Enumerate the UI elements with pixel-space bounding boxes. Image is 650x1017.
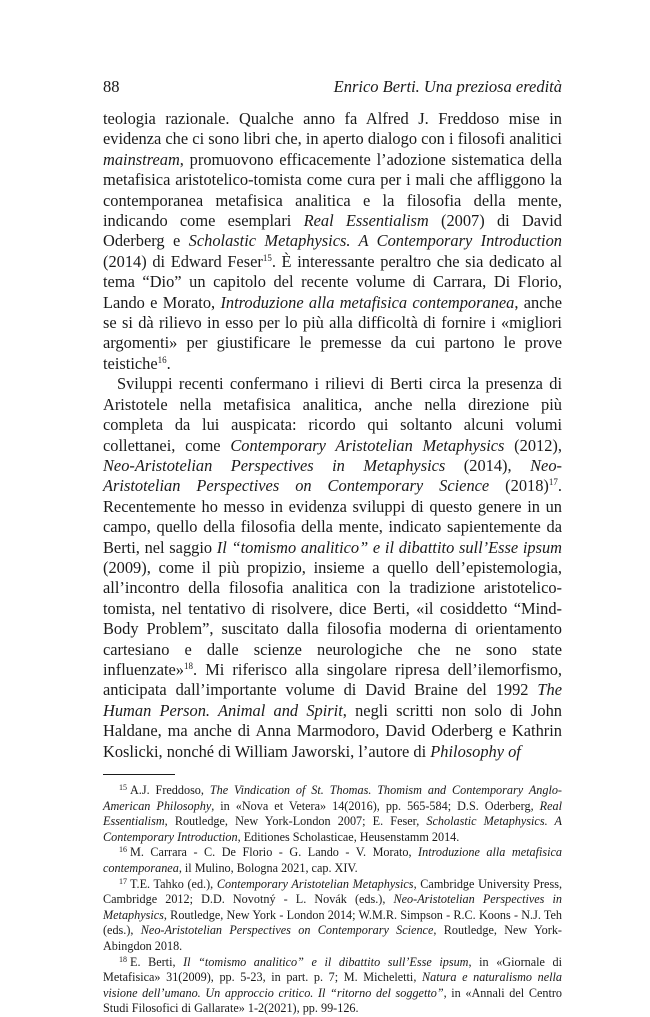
text-run: M. Carrara - C. De Florio - G. Lando - V. Morato, bbox=[130, 845, 419, 860]
footnote-ref[interactable]: 18 bbox=[184, 660, 194, 671]
text-run: E. Berti, bbox=[130, 954, 184, 969]
text-run: (2018) bbox=[489, 476, 549, 496]
text-run: , Routledge, New York-Abingdon 2018. bbox=[103, 923, 562, 953]
text-run: (2014) di Edward Feser bbox=[103, 251, 263, 271]
text-run: , Cambridge University Press, Cambridge 2012; D.D. Novotný - L. Novák (eds.), bbox=[103, 876, 563, 907]
footnote-ref[interactable]: 16 bbox=[157, 354, 167, 365]
book-title: Scholastic Metaphysics. A Contemporary Introduction bbox=[103, 814, 562, 844]
book-title: Neo-Aristotelian Perspectives on Contemporary Science bbox=[140, 923, 434, 938]
footnote-number: 18 bbox=[119, 954, 127, 964]
text-run: T.E. Tahko (ed.), bbox=[130, 876, 217, 891]
book-title: Neo-Aristotelian Perspectives in Metaphysics bbox=[103, 455, 446, 475]
book-title: Contemporary Aristotelian Metaphysics bbox=[230, 435, 505, 455]
book-title: Neo-Aristotelian Perspectives on Contemporary Science bbox=[103, 455, 562, 496]
text-run: (2014), bbox=[445, 455, 531, 475]
text-run: (2012), bbox=[504, 435, 562, 455]
text-run: , in «Nova et Vetera» 14(2016), pp. 565-584; D.S. Oderberg, bbox=[211, 798, 540, 813]
footnote-ref[interactable]: 17 bbox=[548, 477, 558, 488]
text-run: , in «Giornale di Metafisica» 31(2009), pp. 5-23, in part. p. 7; M. Micheletti, bbox=[103, 954, 562, 985]
book-title: Introduzione alla metafisica contemporanea bbox=[103, 845, 562, 875]
text-run: teologia razionale. Qualche anno fa Alfred J. Freddoso mise in evidenza che ci sono libri che, in aperto dialogo con i filosofi analitici bbox=[103, 109, 562, 149]
footnote-16 bbox=[103, 845, 562, 876]
running-header bbox=[103, 76, 562, 98]
text-run: , negli scritti non solo di John Haldane, ma anche di Anna Marmodoro, David Oderberg e Kathrin Koslicki, nonché di William Jaworski, l’autore di bbox=[103, 700, 562, 761]
text-run: . Recentemente ho messo in evidenza sviluppi di questo genere in un campo, quello della filosofia della mente, indicato sapientemente da Berti, nel saggio bbox=[103, 476, 562, 557]
footnote-ref[interactable]: 15 bbox=[262, 252, 272, 263]
footnotes bbox=[103, 783, 562, 1017]
book-title: Contemporary Aristotelian Metaphysics bbox=[216, 876, 414, 891]
footnote-number: 16 bbox=[119, 845, 127, 855]
text-run: , Routledge, New York - London 2014; W.M.R. Simpson - R.C. Koons - N.J. Teh (eds.), bbox=[103, 907, 562, 938]
text-run: , promuovono efficacemente l’adozione sistematica della metafisica aristotelico-tomista come cura per i mali che affliggono la contemporanea metafisica analitica e la filosofia della mente, indicando come esemplari bbox=[103, 149, 562, 231]
text-run: . Mi riferisco alla singolare ripresa dell’ilemorfismo, anticipata dall’importante volume di David Braine del 1992 bbox=[103, 659, 562, 700]
book-page bbox=[103, 76, 562, 1017]
book-title: Real Essentialism bbox=[303, 211, 429, 231]
text-run: . È interessante peraltro che sia dedicato al tema “Dio” un capitolo del recente volume di Carrara, Di Florio, Lando e Morato, bbox=[103, 251, 562, 312]
text-run: (2007) di David Oderberg e bbox=[103, 211, 563, 251]
book-title: The Vindication of St. Thomas. Thomism and Contemporary Anglo-American Philosophy bbox=[103, 783, 562, 813]
book-title: Natura e naturalismo nella visione dell’umano. Un approccio critico. Il “ritorno del soggetto” bbox=[103, 970, 562, 1000]
text-run: , Editiones Scholasticae, Heusenstamm 2014. bbox=[237, 829, 460, 844]
essay-title: Il “tomismo analitico” e il dibattito sull’Esse ipsum bbox=[183, 954, 469, 969]
footnote-number: 15 bbox=[119, 783, 127, 792]
footnote-17 bbox=[103, 877, 562, 955]
footnote-separator bbox=[103, 774, 175, 775]
book-title: Scholastic Metaphysics. A Contemporary Introduction bbox=[188, 231, 562, 251]
footnote-15 bbox=[103, 783, 562, 845]
footnote-18 bbox=[103, 955, 562, 1017]
book-title: Neo-Aristotelian Perspectives in Metaphysics bbox=[103, 892, 562, 922]
paragraph bbox=[103, 109, 562, 374]
text-run: , in «Annali del Centro Studi Filosofici di Gallarate» 1-2(2021), pp. 99-126. bbox=[103, 985, 562, 1016]
running-title: Enrico Berti. Una preziosa eredità bbox=[333, 77, 562, 96]
text-run: . bbox=[166, 353, 171, 373]
text-run: , anche se si dà rilievo in esso per lo più alla difficoltà di fornire i «migliori argomenti» per giustificare le premesse da cui partono le prove teistiche bbox=[103, 292, 562, 373]
footnote-number: 17 bbox=[119, 876, 127, 886]
text-run: Sviluppi recenti confermano i rilievi di Berti circa la presenza di Aristotele nella metafisica analitica, anche nella direzione più completa da lui auspicata: ricordo qui soltanto alcuni volumi collettanei, come bbox=[103, 374, 562, 455]
book-title: Philosophy of bbox=[430, 741, 521, 761]
text-run: , Routledge, New York-London 2007; E. Feser, bbox=[164, 814, 427, 829]
paragraph bbox=[103, 374, 562, 762]
book-title: The Human Person. Animal and Spirit bbox=[103, 680, 562, 720]
italic-term: mainstream bbox=[103, 149, 180, 169]
main-text bbox=[103, 109, 562, 762]
page-number: 88 bbox=[103, 77, 120, 96]
essay-title: Il “tomismo analitico” e il dibattito sull’Esse ipsum bbox=[216, 537, 562, 557]
text-run: (2009), come il più propizio, insieme a quello dell’epistemologia, all’incontro della filosofia analitica con la tradizione aristotelico-tomista, nel tentativo di risolvere, dice Berti, «il cosiddetto “Mind-Body Problem”, suscitato dalla filosofia moderna di orientamento cartesiano e dalle scienze neurologiche che ne sono state influenzate» bbox=[103, 557, 562, 679]
book-title: Real Essentialism bbox=[103, 798, 562, 829]
text-run: A.J. Freddoso, bbox=[130, 783, 210, 797]
book-title: Introduzione alla metafisica contemporanea bbox=[220, 292, 515, 312]
text-run: , il Mulino, Bologna 2021, cap. XIV. bbox=[178, 860, 358, 875]
